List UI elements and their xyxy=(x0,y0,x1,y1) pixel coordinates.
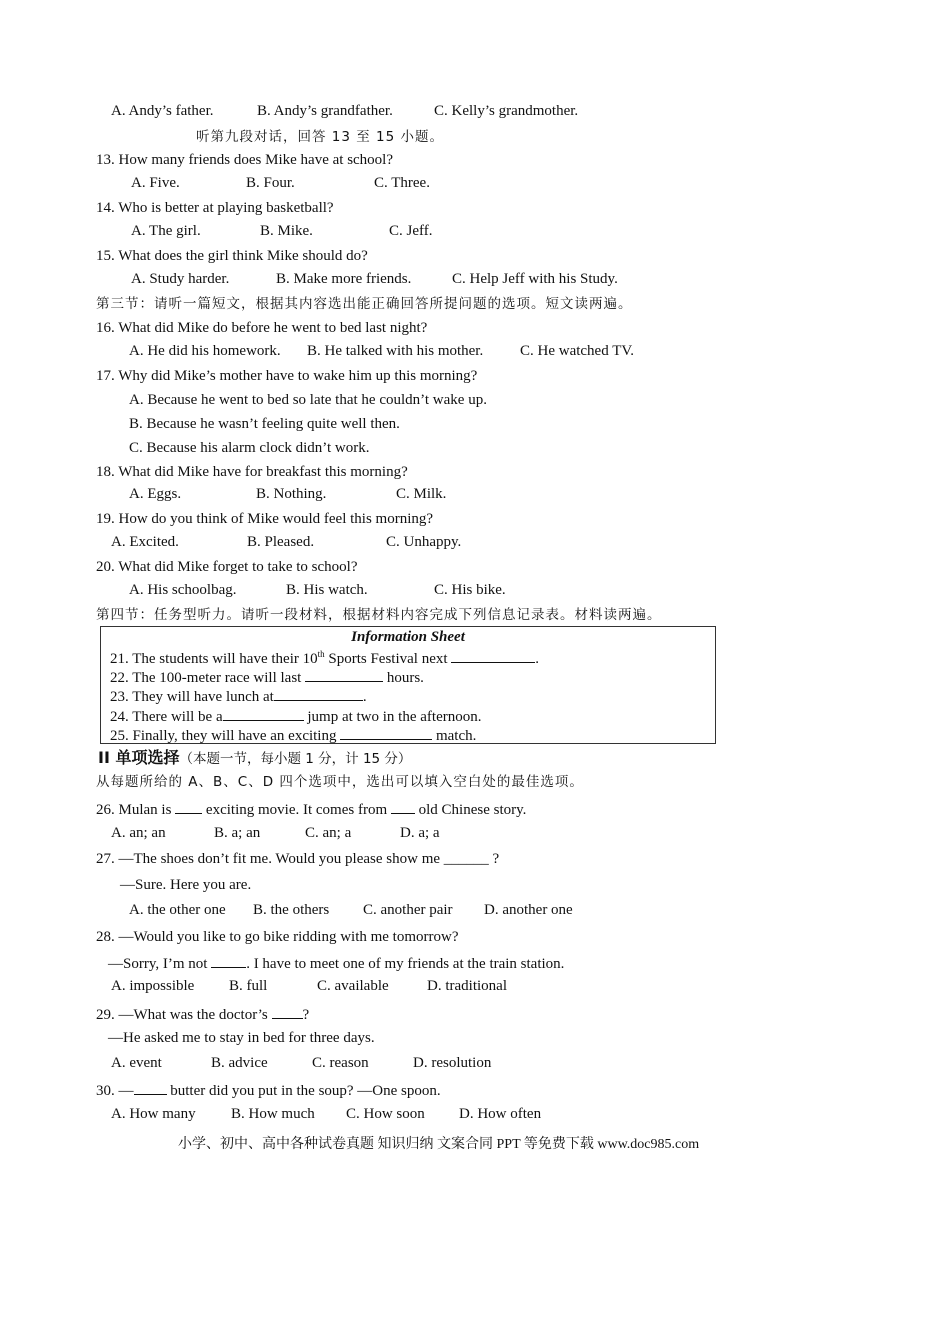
q19-option-b: B. Pleased. xyxy=(247,534,315,550)
q13-stem: 13. How many friends does Mike have at school? xyxy=(96,152,394,168)
q28-option-d: D. traditional xyxy=(427,978,507,994)
q14-stem: 14. Who is better at playing basketball? xyxy=(96,200,334,216)
q20-option-c: C. His bike. xyxy=(434,582,506,598)
q12-option-a: A. Andy’s father. xyxy=(111,103,214,119)
page-footer: 小学、初中、高中各种试卷真题 知识归纳 文案合同 PPT 等免费下载 www.doc985.com xyxy=(178,1137,700,1152)
section-9-instruction: 听第九段对话，回答 13 至 15 小题。 xyxy=(196,129,445,145)
q15-option-a: A. Study harder. xyxy=(131,271,230,287)
q17-option-c: C. Because his alarm clock didn’t work. xyxy=(129,440,370,456)
q15-stem: 15. What does the girl think Mike should do? xyxy=(96,248,368,264)
info-row-21: 21. The students will have their 10th Sports Festival next . xyxy=(110,649,540,667)
q15-option-b: B. Make more friends. xyxy=(276,271,412,287)
q16-option-a: A. He did his homework. xyxy=(129,343,281,359)
q28-option-a: A. impossible xyxy=(111,978,195,994)
information-sheet-title: Information Sheet xyxy=(351,629,465,645)
q18-option-b: B. Nothing. xyxy=(256,486,327,502)
part-2-heading: II 单项选择（本题一节，每小题 1 分，计 15 分） xyxy=(98,748,412,767)
answer-blank-24[interactable] xyxy=(223,706,304,721)
q28-stem: 28. —Would you like to go bike ridding with me tomorrow? xyxy=(96,929,459,945)
answer-blank-22[interactable] xyxy=(305,667,383,682)
q30-option-c: C. How soon xyxy=(346,1106,425,1122)
q20-stem: 20. What did Mike forget to take to school? xyxy=(96,559,358,575)
q28-option-b: B. full xyxy=(229,978,268,994)
q13-option-c: C. Three. xyxy=(374,175,430,191)
q17-option-b: B. Because he wasn’t feeling quite well then. xyxy=(129,416,400,432)
q27-option-b: B. the others xyxy=(253,902,330,918)
q13-option-a: A. Five. xyxy=(131,175,180,191)
q29-option-c: C. reason xyxy=(312,1055,369,1071)
q30-option-d: D. How often xyxy=(459,1106,542,1122)
q17-option-a: A. Because he went to bed so late that he couldn’t wake up. xyxy=(129,392,487,408)
q30-stem: 30. — butter did you put in the soup? —One spoon. xyxy=(96,1080,441,1100)
q26-option-b: B. a; an xyxy=(214,825,261,841)
q26-option-d: D. a; a xyxy=(400,825,440,841)
q19-option-c: C. Unhappy. xyxy=(386,534,462,550)
q29-option-b: B. advice xyxy=(211,1055,268,1071)
q27-option-a: A. the other one xyxy=(129,902,226,918)
q29-reply: —He asked me to stay in bed for three days. xyxy=(108,1030,375,1046)
q15-option-c: C. Help Jeff with his Study. xyxy=(452,271,618,287)
q27-stem: 27. —The shoes don’t fit me. Would you please show me ______ ? xyxy=(96,851,500,867)
q14-option-a: A. The girl. xyxy=(131,223,201,239)
section-4-instruction: 第四节：任务型听力。请听一段材料，根据材料内容完成下列信息记录表。材料读两遍。 xyxy=(96,607,662,623)
info-row-24: 24. There will be a jump at two in the afternoon. xyxy=(110,706,482,726)
q14-option-c: C. Jeff. xyxy=(389,223,433,239)
info-row-22: 22. The 100-meter race will last hours. xyxy=(110,667,424,687)
q29-option-d: D. resolution xyxy=(413,1055,492,1071)
answer-blank-25[interactable] xyxy=(340,725,432,740)
q27-option-c: C. another pair xyxy=(363,902,453,918)
q28-reply: —Sorry, I’m not . I have to meet one of my friends at the train station. xyxy=(108,953,564,973)
q29-stem: 29. —What was the doctor’s ? xyxy=(96,1004,309,1024)
q18-option-a: A. Eggs. xyxy=(129,486,182,502)
section-3-instruction: 第三节：请听一篇短文，根据其内容选出能正确回答所提问题的选项。短文读两遍。 xyxy=(96,296,633,312)
info-row-25: 25. Finally, they will have an exciting match. xyxy=(110,725,476,745)
q16-option-c: C. He watched TV. xyxy=(520,343,635,359)
q18-option-c: C. Milk. xyxy=(396,486,447,502)
q26-stem: 26. Mulan is exciting movie. It comes from old Chinese story. xyxy=(96,799,526,819)
answer-blank-23[interactable] xyxy=(274,686,363,701)
information-sheet xyxy=(100,626,716,744)
part-2-instruction: 从每题所给的 A、B、C、D 四个选项中，选出可以填入空白处的最佳选项。 xyxy=(96,774,584,790)
q30-option-b: B. How much xyxy=(231,1106,315,1122)
q20-option-a: A. His schoolbag. xyxy=(129,582,237,598)
q29-option-a: A. event xyxy=(111,1055,162,1071)
q13-option-b: B. Four. xyxy=(246,175,295,191)
q30-option-a: A. How many xyxy=(111,1106,196,1122)
q27-option-d: D. another one xyxy=(484,902,573,918)
q19-stem: 19. How do you think of Mike would feel this morning? xyxy=(96,511,434,527)
q18-stem: 18. What did Mike have for breakfast this morning? xyxy=(96,464,408,480)
answer-blank-21[interactable] xyxy=(451,648,535,663)
q19-option-a: A. Excited. xyxy=(111,534,179,550)
info-row-23: 23. They will have lunch at . xyxy=(110,686,367,706)
q16-option-b: B. He talked with his mother. xyxy=(307,343,484,359)
q17-stem: 17. Why did Mike’s mother have to wake him up this morning? xyxy=(96,368,478,384)
q28-option-c: C. available xyxy=(317,978,389,994)
q26-option-a: A. an; an xyxy=(111,825,166,841)
q16-stem: 16. What did Mike do before he went to bed last night? xyxy=(96,320,428,336)
q20-option-b: B. His watch. xyxy=(286,582,368,598)
q12-option-b: B. Andy’s grandfather. xyxy=(257,103,393,119)
q14-option-b: B. Mike. xyxy=(260,223,313,239)
q27-reply: —Sure. Here you are. xyxy=(120,877,252,893)
q26-option-c: C. an; a xyxy=(305,825,352,841)
q12-option-c: C. Kelly’s grandmother. xyxy=(434,103,579,119)
